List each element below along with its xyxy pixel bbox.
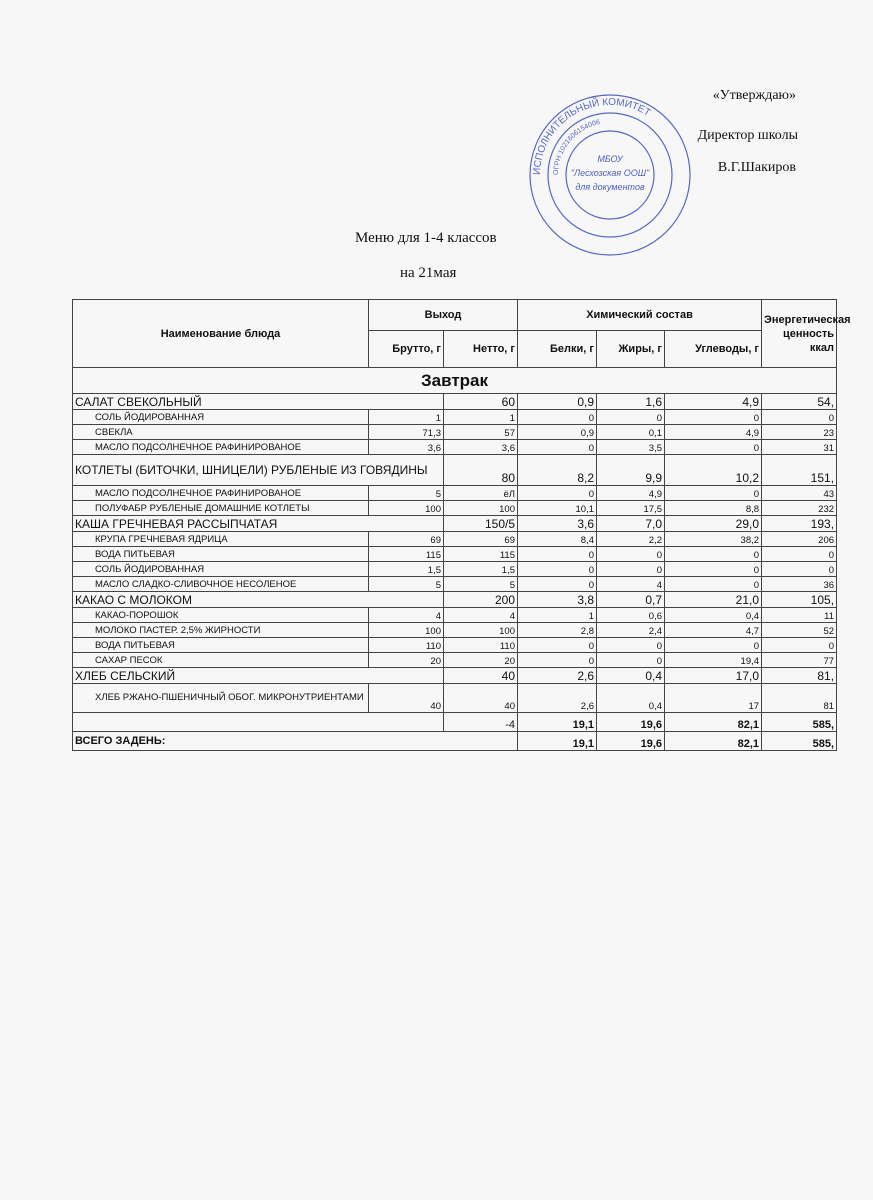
ingredient-name: ХЛЕБ РЖАНО-ПШЕНИЧНЫЙ ОБОГ. МИКРОНУТРИЕНТАМИ bbox=[73, 684, 369, 713]
cell-protein: 2,8 bbox=[518, 623, 597, 638]
cell-energy: 105, bbox=[762, 592, 837, 608]
cell-netto: 3,6 bbox=[444, 440, 518, 455]
cell-fat: 2,4 bbox=[597, 623, 665, 638]
cell-netto: 1,5 bbox=[444, 562, 518, 577]
ingredient-name: КАКАО-ПОРОШОК bbox=[73, 608, 369, 623]
col-carbs: Углеводы, г bbox=[665, 331, 762, 368]
cell-brutto: 115 bbox=[369, 547, 444, 562]
ingredient-name: МОЛОКО ПАСТЕР. 2,5% ЖИРНОСТИ bbox=[73, 623, 369, 638]
cell-carbs: 4,7 bbox=[665, 623, 762, 638]
ingredient-name: СОЛЬ ЙОДИРОВАННАЯ bbox=[73, 410, 369, 425]
col-protein: Белки, г bbox=[518, 331, 597, 368]
cell-netto: 100 bbox=[444, 501, 518, 516]
cell-brutto: 3,6 bbox=[369, 440, 444, 455]
cell-protein: 8,4 bbox=[518, 532, 597, 547]
cell-carbs: 17,0 bbox=[665, 668, 762, 684]
cell-protein: 0 bbox=[518, 410, 597, 425]
seal-outer-text: ИСПОЛНИТЕЛЬНЫЙ КОМИТЕТ bbox=[531, 96, 653, 176]
ingredient-name: ПОЛУФАБР РУБЛЕНЫЕ ДОМАШНИЕ КОТЛЕТЫ bbox=[73, 501, 369, 516]
cell-fat: 0 bbox=[597, 653, 665, 668]
cell-energy: 0 bbox=[762, 638, 837, 653]
cell-energy: 585, bbox=[762, 732, 837, 751]
cell-carbs: 21,0 bbox=[665, 592, 762, 608]
cell-brutto: 1 bbox=[369, 410, 444, 425]
cell-brutto: 40 bbox=[369, 684, 444, 713]
cell-protein: 2,6 bbox=[518, 668, 597, 684]
cell-protein: 0 bbox=[518, 638, 597, 653]
document-title: Меню для 1-4 классов bbox=[355, 230, 497, 246]
table-row bbox=[73, 577, 837, 592]
cell-fat: 0,4 bbox=[597, 684, 665, 713]
cell-carbs: 19,4 bbox=[665, 653, 762, 668]
cell-brutto: 4 bbox=[369, 608, 444, 623]
cell-energy: 0 bbox=[762, 410, 837, 425]
cell-fat: 3,5 bbox=[597, 440, 665, 455]
cell-netto: -4 bbox=[444, 713, 518, 732]
document-date: на 21мая bbox=[400, 265, 457, 281]
table-row bbox=[73, 425, 837, 440]
cell-carbs: 0 bbox=[665, 440, 762, 455]
cell-brutto: 100 bbox=[369, 501, 444, 516]
cell-carbs: 82,1 bbox=[665, 713, 762, 732]
ingredient-name: ВОДА ПИТЬЕВАЯ bbox=[73, 638, 369, 653]
cell-energy: 36 bbox=[762, 577, 837, 592]
total-row bbox=[73, 732, 837, 751]
cell-netto: 40 bbox=[444, 684, 518, 713]
cell-fat: 0,6 bbox=[597, 608, 665, 623]
dish-name: САЛАТ СВЕКОЛЬНЫЙ bbox=[73, 394, 444, 410]
cell-fat: 0 bbox=[597, 638, 665, 653]
director-title: Директор школы bbox=[697, 128, 798, 143]
table-row bbox=[73, 410, 837, 425]
cell-fat: 17,5 bbox=[597, 501, 665, 516]
cell-carbs: 4,9 bbox=[665, 425, 762, 440]
cell-carbs: 8,8 bbox=[665, 501, 762, 516]
cell-energy: 11 bbox=[762, 608, 837, 623]
cell-netto: 4 bbox=[444, 608, 518, 623]
cell-protein: 19,1 bbox=[518, 732, 597, 751]
cell-energy: 151, bbox=[762, 455, 837, 486]
col-output: Выход bbox=[369, 300, 518, 331]
cell-brutto: 5 bbox=[369, 486, 444, 501]
cell-energy: 77 bbox=[762, 653, 837, 668]
cell-fat: 19,6 bbox=[597, 732, 665, 751]
dish-name: КАКАО С МОЛОКОМ bbox=[73, 592, 444, 608]
cell-protein: 0 bbox=[518, 486, 597, 501]
cell-carbs: 0 bbox=[665, 638, 762, 653]
cell-netto: 100 bbox=[444, 623, 518, 638]
table-row bbox=[73, 592, 837, 608]
cell-carbs: 38,2 bbox=[665, 532, 762, 547]
signer-name: В.Г.Шакиров bbox=[717, 160, 796, 175]
cell-fat: 4,9 bbox=[597, 486, 665, 501]
cell-carbs: 0 bbox=[665, 547, 762, 562]
table-row bbox=[73, 623, 837, 638]
cell-energy: 54, bbox=[762, 394, 837, 410]
cell-fat: 0 bbox=[597, 562, 665, 577]
table-row bbox=[73, 684, 837, 713]
cell-brutto: 5 bbox=[369, 577, 444, 592]
subtotal-row bbox=[73, 713, 837, 732]
table-row bbox=[73, 394, 837, 410]
cell-netto: 69 bbox=[444, 532, 518, 547]
table-row bbox=[73, 547, 837, 562]
cell-carbs: 29,0 bbox=[665, 516, 762, 532]
ingredient-name: САХАР ПЕСОК bbox=[73, 653, 369, 668]
cell-carbs: 82,1 bbox=[665, 732, 762, 751]
table-row bbox=[73, 638, 837, 653]
dish-name: КАША ГРЕЧНЕВАЯ РАССЫПЧАТАЯ bbox=[73, 516, 444, 532]
cell-carbs: 0 bbox=[665, 577, 762, 592]
cell-brutto: 1,5 bbox=[369, 562, 444, 577]
cell-energy: 31 bbox=[762, 440, 837, 455]
cell-brutto: 110 bbox=[369, 638, 444, 653]
cell-protein: 0,9 bbox=[518, 425, 597, 440]
subtotal-label bbox=[73, 713, 444, 732]
cell-protein: 1 bbox=[518, 608, 597, 623]
table-row bbox=[73, 668, 837, 684]
cell-energy: 585, bbox=[762, 713, 837, 732]
cell-netto: 57 bbox=[444, 425, 518, 440]
cell-protein: 10,1 bbox=[518, 501, 597, 516]
col-fat: Жиры, г bbox=[597, 331, 665, 368]
cell-fat: 0 bbox=[597, 410, 665, 425]
seal-inner-text: ОГРН 1021606154006 bbox=[552, 119, 601, 176]
ingredient-name: МАСЛО ПОДСОЛНЕЧНОЕ РАФИНИРОВАНОЕ bbox=[73, 486, 369, 501]
col-brutto: Брутто, г bbox=[369, 331, 444, 368]
cell-brutto: 71,3 bbox=[369, 425, 444, 440]
ingredient-name: МАСЛО СЛАДКО-СЛИВОЧНОЕ НЕСОЛЕНОЕ bbox=[73, 577, 369, 592]
seal-line-2: "Лесхозская ООШ" bbox=[570, 168, 650, 178]
table-row bbox=[73, 440, 837, 455]
cell-fat: 0 bbox=[597, 547, 665, 562]
table-row bbox=[73, 516, 837, 532]
cell-energy: 193, bbox=[762, 516, 837, 532]
cell-energy: 23 bbox=[762, 425, 837, 440]
cell-carbs: 0 bbox=[665, 410, 762, 425]
cell-protein: 3,8 bbox=[518, 592, 597, 608]
cell-protein: 0 bbox=[518, 653, 597, 668]
cell-protein: 0,9 bbox=[518, 394, 597, 410]
approve-label: «Утверждаю» bbox=[712, 88, 796, 103]
cell-protein: 0 bbox=[518, 440, 597, 455]
cell-protein: 8,2 bbox=[518, 455, 597, 486]
cell-energy: 81, bbox=[762, 668, 837, 684]
cell-netto: 80 bbox=[444, 455, 518, 486]
cell-netto: 1 bbox=[444, 410, 518, 425]
cell-protein: 0 bbox=[518, 562, 597, 577]
cell-fat: 0,1 bbox=[597, 425, 665, 440]
cell-energy: 43 bbox=[762, 486, 837, 501]
section-title: Завтрак bbox=[73, 368, 837, 394]
cell-netto: ёЛ bbox=[444, 486, 518, 501]
ingredient-name: МАСЛО ПОДСОЛНЕЧНОЕ РАФИНИРОВАНОЕ bbox=[73, 440, 369, 455]
table-row bbox=[73, 455, 837, 486]
cell-fat: 0,4 bbox=[597, 668, 665, 684]
cell-brutto: 69 bbox=[369, 532, 444, 547]
cell-netto: 150/5 bbox=[444, 516, 518, 532]
col-dish-name: Наименование блюда bbox=[73, 300, 369, 368]
ingredient-name: СВЕКЛА bbox=[73, 425, 369, 440]
cell-fat: 4 bbox=[597, 577, 665, 592]
official-seal bbox=[525, 90, 695, 260]
col-chemical: Химический состав bbox=[518, 300, 762, 331]
cell-energy: 0 bbox=[762, 547, 837, 562]
table-row bbox=[73, 653, 837, 668]
cell-energy: 0 bbox=[762, 562, 837, 577]
cell-carbs: 4,9 bbox=[665, 394, 762, 410]
svg-text:ИСПОЛНИТЕЛЬНЫЙ КОМИТЕТ bbox=[532, 96, 652, 175]
ingredient-name: СОЛЬ ЙОДИРОВАННАЯ bbox=[73, 562, 369, 577]
total-label: ВСЕГО ЗАДЕНЬ: bbox=[73, 732, 518, 751]
cell-fat: 7,0 bbox=[597, 516, 665, 532]
cell-fat: 1,6 bbox=[597, 394, 665, 410]
cell-netto: 5 bbox=[444, 577, 518, 592]
cell-protein: 19,1 bbox=[518, 713, 597, 732]
ingredient-name: ВОДА ПИТЬЕВАЯ bbox=[73, 547, 369, 562]
table-row bbox=[73, 532, 837, 547]
col-energy: Энергетическая ценность ккал bbox=[762, 300, 837, 368]
table-row bbox=[73, 486, 837, 501]
cell-carbs: 0 bbox=[665, 562, 762, 577]
col-netto: Нетто, г bbox=[444, 331, 518, 368]
cell-energy: 81 bbox=[762, 684, 837, 713]
cell-carbs: 17 bbox=[665, 684, 762, 713]
ingredient-name: КРУПА ГРЕЧНЕВАЯ ЯДРИЦА bbox=[73, 532, 369, 547]
cell-fat: 0,7 bbox=[597, 592, 665, 608]
cell-carbs: 10,2 bbox=[665, 455, 762, 486]
cell-brutto: 20 bbox=[369, 653, 444, 668]
cell-netto: 20 bbox=[444, 653, 518, 668]
cell-energy: 232 bbox=[762, 501, 837, 516]
table-row bbox=[73, 608, 837, 623]
seal-line-1: МБОУ bbox=[597, 154, 623, 164]
table-row bbox=[73, 562, 837, 577]
cell-netto: 60 bbox=[444, 394, 518, 410]
cell-fat: 19,6 bbox=[597, 713, 665, 732]
cell-fat: 2,2 bbox=[597, 532, 665, 547]
dish-name: ХЛЕБ СЕЛЬСКИЙ bbox=[73, 668, 444, 684]
cell-brutto: 100 bbox=[369, 623, 444, 638]
cell-energy: 52 bbox=[762, 623, 837, 638]
cell-protein: 2,6 bbox=[518, 684, 597, 713]
cell-protein: 3,6 bbox=[518, 516, 597, 532]
cell-netto: 115 bbox=[444, 547, 518, 562]
dish-name: КОТЛЕТЫ (БИТОЧКИ, ШНИЦЕЛИ) РУБЛЕНЫЕ ИЗ ГОВЯДИНЫ bbox=[73, 455, 444, 486]
cell-energy: 206 bbox=[762, 532, 837, 547]
cell-netto: 40 bbox=[444, 668, 518, 684]
seal-line-3: для документов bbox=[575, 182, 645, 192]
cell-carbs: 0 bbox=[665, 486, 762, 501]
cell-protein: 0 bbox=[518, 547, 597, 562]
cell-carbs: 0,4 bbox=[665, 608, 762, 623]
cell-fat: 9,9 bbox=[597, 455, 665, 486]
cell-protein: 0 bbox=[518, 577, 597, 592]
table-row bbox=[73, 501, 837, 516]
cell-netto: 200 bbox=[444, 592, 518, 608]
menu-table bbox=[72, 299, 851, 751]
cell-netto: 110 bbox=[444, 638, 518, 653]
